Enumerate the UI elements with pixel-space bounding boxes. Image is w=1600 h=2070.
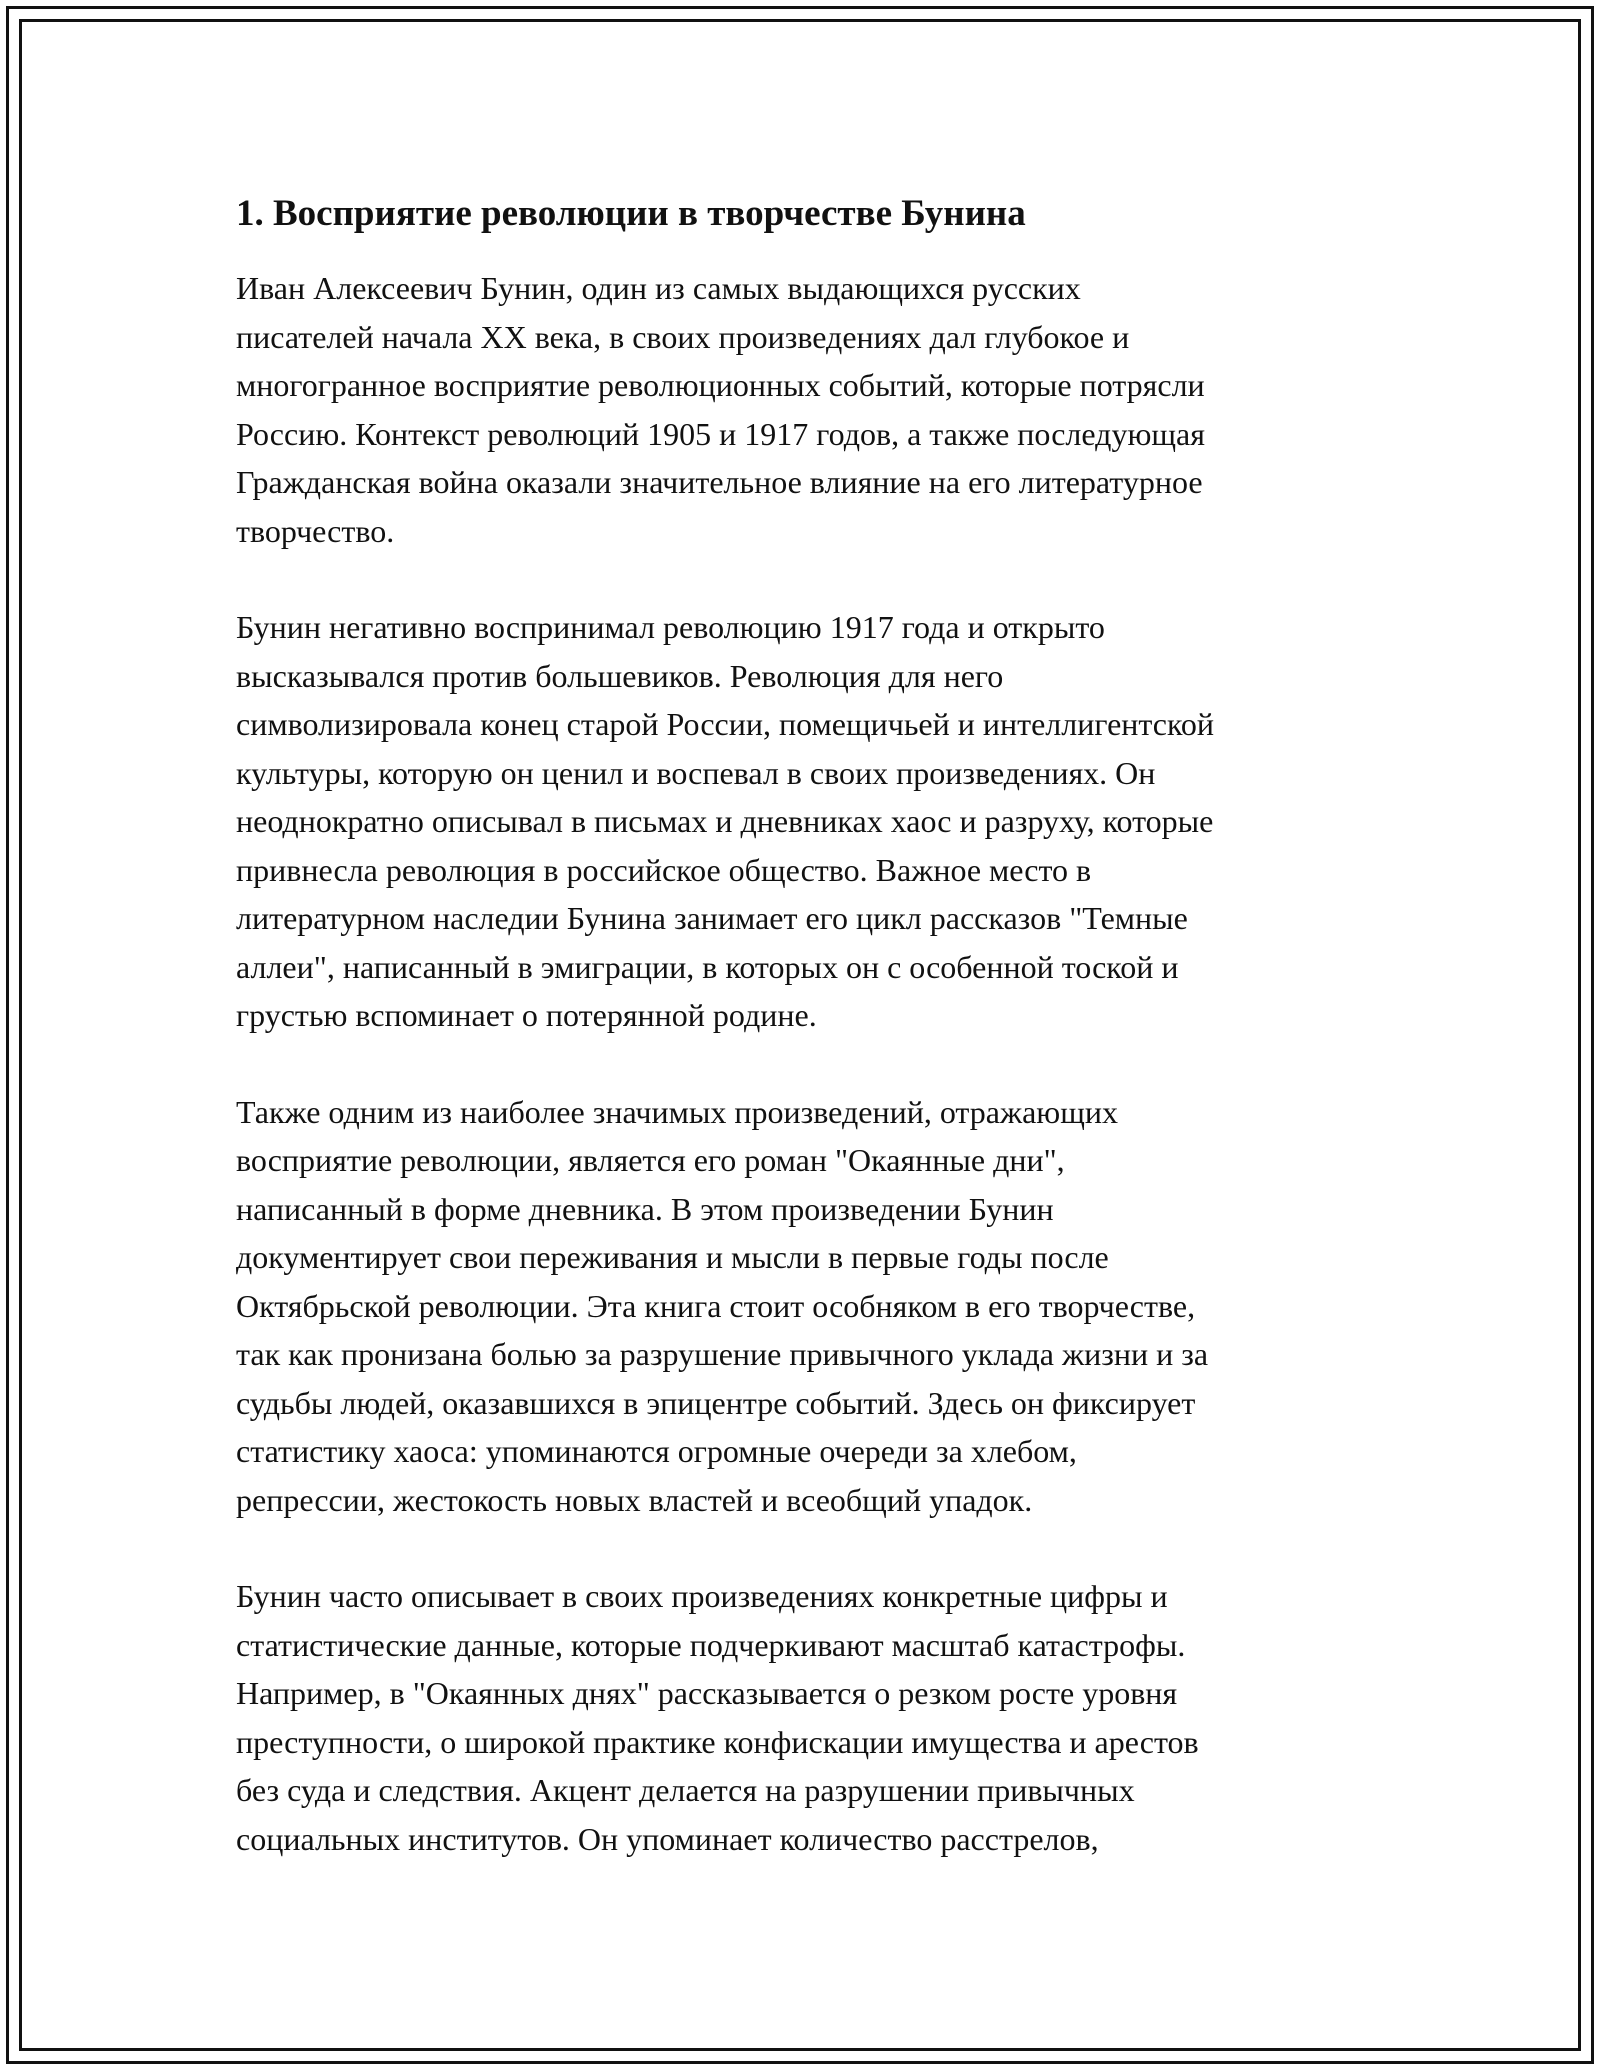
text-line: высказывался против большевиков. Революция для него xyxy=(236,657,1004,694)
text-line: Россию. Контекст революций 1905 и 1917 годов, а также последующая xyxy=(236,415,1205,452)
text-line: Иван Алексеевич Бунин, один из самых выдающихся русских xyxy=(236,270,1081,306)
text-line: Октябрьской революции. Эта книга стоит особняком в его творчестве, xyxy=(236,1287,1196,1324)
text-line: творчество. xyxy=(236,512,395,549)
text-line: репрессии, жестокость новых властей и всеобщий упадок. xyxy=(236,1481,1033,1518)
text-line: Также одним из наиболее значимых произведений, отражающих xyxy=(236,1093,1118,1130)
paragraph-4 xyxy=(236,1572,1376,1863)
text-line: Гражданская война оказали значительное влияние на его литературное xyxy=(236,464,1203,500)
text-line: многогранное восприятие революционных событий, которые потрясли xyxy=(236,367,1205,403)
paragraph-1 xyxy=(236,264,1376,555)
text-line: неоднократно описывал в письмах и дневниках хаос и разруху, которые xyxy=(236,803,1214,839)
text-line: без суда и следствия. Акцент делается на разрушении привычных xyxy=(236,1772,1135,1808)
text-line: восприятие революции, является его роман "Окаянные дни", xyxy=(236,1142,1065,1178)
text-line: социальных институтов. Он упоминает количество расстрелов, xyxy=(236,1820,1099,1857)
text-line: Например, в "Окаянных днях" рассказывается о резком росте уровня xyxy=(236,1675,1178,1711)
text-line: Бунин негативно воспринимал революцию 1917 года и открыто xyxy=(236,609,1105,645)
paragraph-3 xyxy=(236,1088,1376,1525)
text-line: преступности, о широкой практике конфискации имущества и арестов xyxy=(236,1723,1199,1760)
text-line: так как пронизана болью за разрушение привычного уклада жизни и за xyxy=(236,1336,1209,1372)
text-line: статистические данные, которые подчеркивают масштаб катастрофы. xyxy=(236,1626,1186,1663)
text-line: символизировала конец старой России, помещичьей и интеллигентской xyxy=(236,706,1215,742)
document-body xyxy=(236,190,1376,1911)
text-line: аллеи", написанный в эмиграции, в которых он с особенной тоской и xyxy=(236,948,1179,985)
section-heading: 1. Восприятие революции в творчестве Бунина xyxy=(236,193,1026,234)
text-line: написанный в форме дневника. В этом произведении Бунин xyxy=(236,1190,1054,1227)
text-line: литературном наследии Бунина занимает его цикл рассказов "Темные xyxy=(236,900,1188,936)
paragraph-2 xyxy=(236,603,1376,1040)
text-line: Бунин часто описывает в своих произведениях конкретные цифры и xyxy=(236,1578,1168,1614)
text-line: грустью вспоминает о потерянной родине. xyxy=(236,997,817,1033)
text-line: статистику хаоса: упоминаются огромные очереди за хлебом, xyxy=(236,1433,1077,1469)
text-line: писателей начала XX века, в своих произведениях дал глубокое и xyxy=(236,318,1130,355)
text-line: культуры, которую он ценил и воспевал в своих произведениях. Он xyxy=(236,754,1156,791)
text-line: судьбы людей, оказавшихся в эпицентре событий. Здесь он фиксирует xyxy=(236,1384,1196,1421)
text-line: привнесла революция в российское общество. Важное место в xyxy=(236,851,1092,888)
text-line: документирует свои переживания и мысли в первые годы после xyxy=(236,1239,1109,1275)
